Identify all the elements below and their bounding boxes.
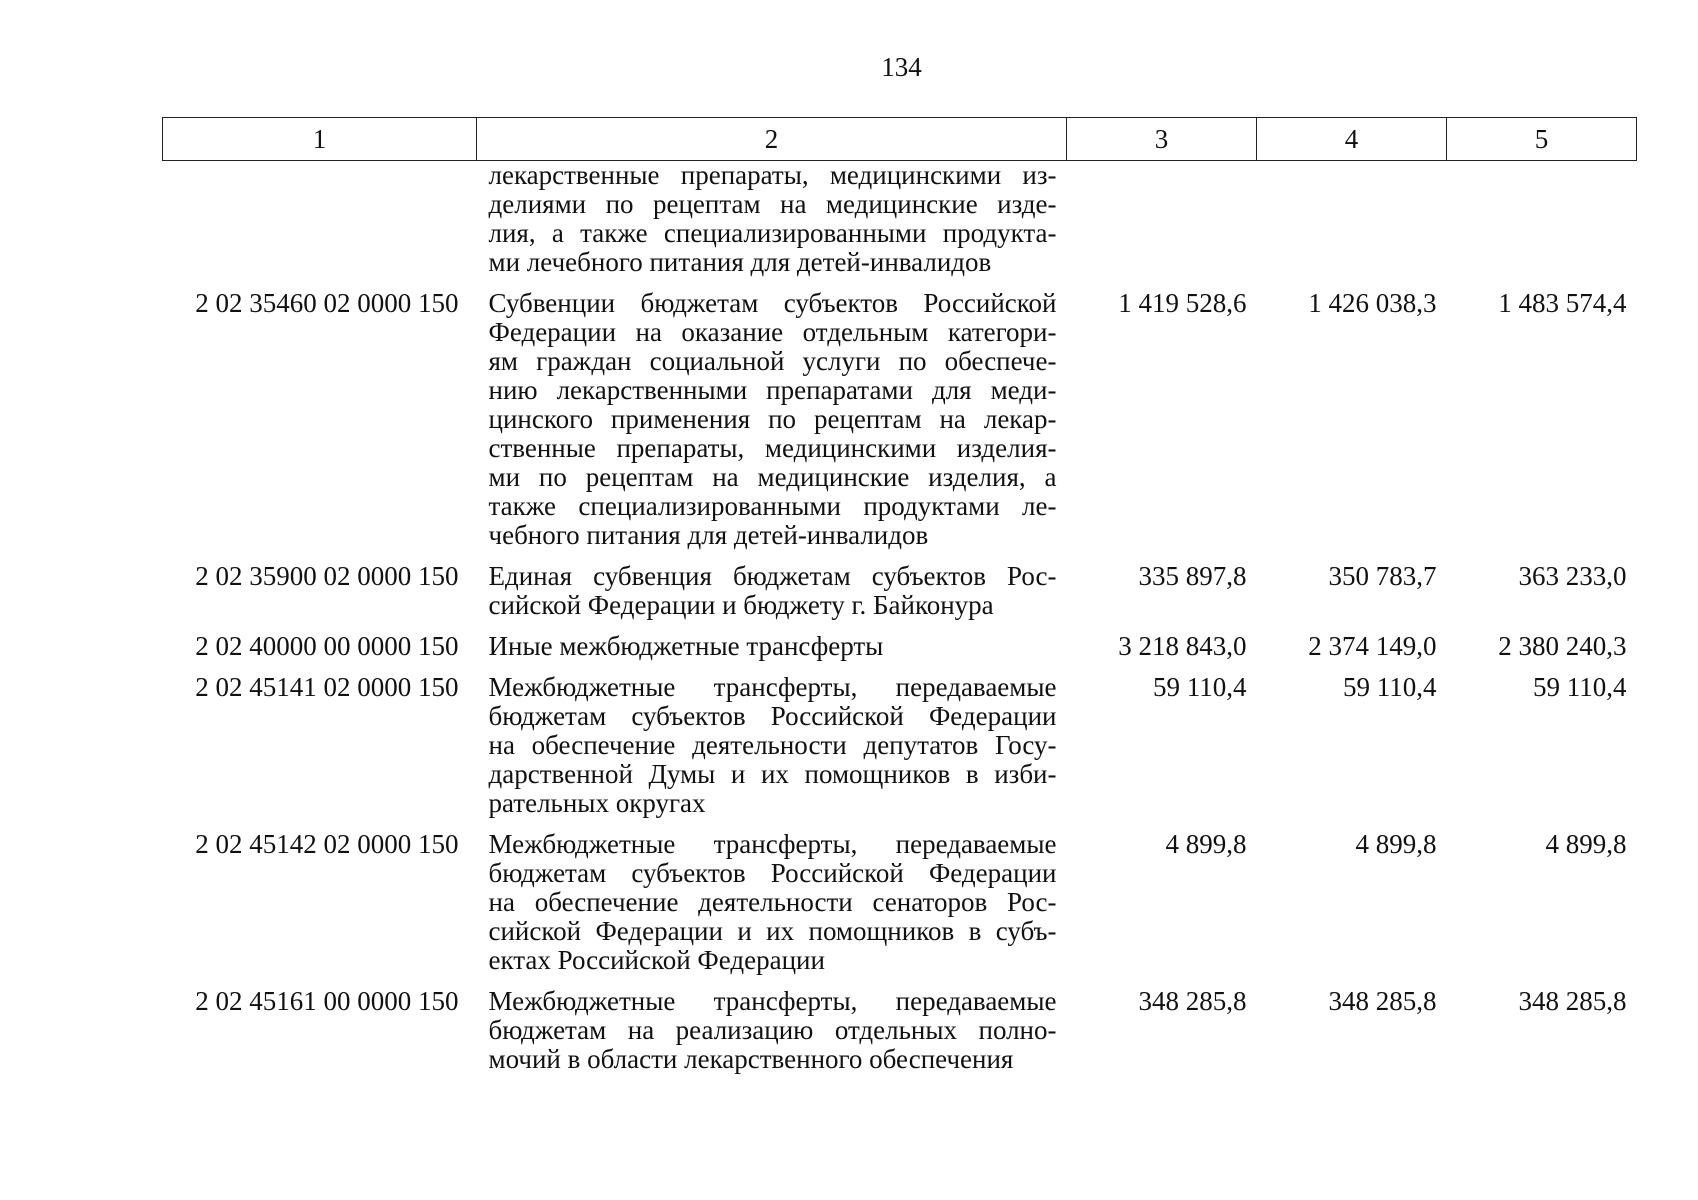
row-value-col-3: 1 419 528,6 <box>1118 288 1247 318</box>
row-name-line: чебного питания для детей-инвалидов <box>488 520 929 550</box>
row-name <box>477 632 1067 661</box>
row-value-col-5: 348 285,8 <box>1518 986 1627 1016</box>
row-name <box>477 987 1067 1074</box>
table-row <box>163 161 1637 278</box>
row-name <box>477 161 1067 278</box>
row-value-col-5: 2 380 240,3 <box>1498 631 1627 661</box>
row-name-line: также специализированными продуктами ле- <box>488 491 1057 521</box>
row-name-line: делиями по рецептам на медицинские изде- <box>488 189 1057 219</box>
table-body <box>163 161 1637 1075</box>
row-code <box>163 161 477 278</box>
row-value-col-4: 2 374 149,0 <box>1308 631 1437 661</box>
header-col-3: 3 <box>1067 118 1257 161</box>
header-col-1: 1 <box>163 118 477 161</box>
row-name-line: ям граждан социальной услуги по обеспече- <box>488 346 1057 376</box>
row-value-col-4: 348 285,8 <box>1328 986 1437 1016</box>
row-code: 2 02 45142 02 0000 150 <box>195 829 459 859</box>
table-row <box>163 987 1637 1074</box>
row-value-col-3: 59 110,4 <box>1153 672 1247 702</box>
row-name <box>477 562 1067 620</box>
table-row <box>163 673 1637 818</box>
row-name-line: ми лечебного питания для детей-инвалидов <box>488 247 992 277</box>
table-row <box>163 289 1637 550</box>
table-row <box>163 562 1637 620</box>
row-value-col-5: 59 110,4 <box>1533 672 1627 702</box>
row-name-line: Иные межбюджетные трансферты <box>488 631 884 661</box>
row-name-line: бюджетам субъектов Российской Федерации <box>488 701 1057 731</box>
row-name-line: мочий в области лекарственного обеспечения <box>488 1044 1014 1074</box>
row-name-line: дарственной Думы и их помощников в изби- <box>488 759 1057 789</box>
row-value-col-5: 1 483 574,4 <box>1498 288 1627 318</box>
table-header <box>163 118 1637 161</box>
row-value-col-4: 4 899,8 <box>1355 829 1437 859</box>
row-code: 2 02 45141 02 0000 150 <box>195 672 459 702</box>
row-value-col-3: 348 285,8 <box>1138 986 1247 1016</box>
row-value-col-4: 1 426 038,3 <box>1308 288 1437 318</box>
row-name-line: Субвенции бюджетам субъектов Российской <box>488 288 1057 318</box>
page-number: 134 <box>881 52 922 82</box>
row-name-line: бюджетам на реализацию отдельных полно- <box>488 1015 1057 1045</box>
row-name-line: Единая субвенция бюджетам субъектов Рос- <box>488 561 1057 591</box>
row-value-col-4: 59 110,4 <box>1343 672 1437 702</box>
table-row <box>163 830 1637 975</box>
row-name-line: ектах Российской Федерации <box>488 945 825 975</box>
row-code: 2 02 40000 00 0000 150 <box>195 631 459 661</box>
row-value-col-4 <box>1257 161 1447 278</box>
row-name <box>477 673 1067 818</box>
row-name-line: рательных округах <box>488 788 706 818</box>
row-value-col-5: 363 233,0 <box>1518 561 1627 591</box>
row-name-line: на обеспечение деятельности депутатов Госу- <box>488 730 1057 760</box>
row-name-line: на обеспечение деятельности сенаторов Рос- <box>488 887 1057 917</box>
row-name-line: нию лекарственными препаратами для меди- <box>488 375 1057 405</box>
row-name-line: Межбюджетные трансферты, передаваемые <box>488 829 1057 859</box>
row-name-line: ми по рецептам на медицинские изделия, а <box>488 462 1057 492</box>
header-col-5: 5 <box>1447 118 1637 161</box>
row-name-line: ственные препараты, медицинскими изделия- <box>488 433 1057 463</box>
header-col-4: 4 <box>1257 118 1447 161</box>
table-row <box>163 632 1637 661</box>
row-value-col-5 <box>1447 161 1637 278</box>
row-name <box>477 830 1067 975</box>
row-name-line: сийской Федерации и их помощников в субъ- <box>488 916 1057 946</box>
header-col-2: 2 <box>477 118 1067 161</box>
row-name-line: лия, а также специализированными продукта- <box>488 218 1057 248</box>
budget-table <box>162 117 1637 1074</box>
row-value-col-4: 350 783,7 <box>1328 561 1437 591</box>
row-name-line: Федерации на оказание отдельным категори- <box>488 317 1057 347</box>
row-name-line: лекарственные препараты, медицинскими из- <box>488 160 1057 190</box>
row-value-col-3 <box>1067 161 1257 278</box>
row-name-line: цинского применения по рецептам на лекар- <box>488 404 1057 434</box>
row-value-col-3: 4 899,8 <box>1165 829 1247 859</box>
row-code: 2 02 35900 02 0000 150 <box>195 561 459 591</box>
row-value-col-3: 3 218 843,0 <box>1118 631 1247 661</box>
row-name-line: сийской Федерации и бюджету г. Байконура <box>488 590 994 620</box>
row-value-col-3: 335 897,8 <box>1138 561 1247 591</box>
row-name <box>477 289 1067 550</box>
row-name-line: Межбюджетные трансферты, передаваемые <box>488 672 1057 702</box>
row-name-line: бюджетам субъектов Российской Федерации <box>488 858 1057 888</box>
row-name-line: Межбюджетные трансферты, передаваемые <box>488 986 1057 1016</box>
row-code: 2 02 35460 02 0000 150 <box>195 288 459 318</box>
row-code: 2 02 45161 00 0000 150 <box>195 986 459 1016</box>
row-value-col-5: 4 899,8 <box>1545 829 1627 859</box>
